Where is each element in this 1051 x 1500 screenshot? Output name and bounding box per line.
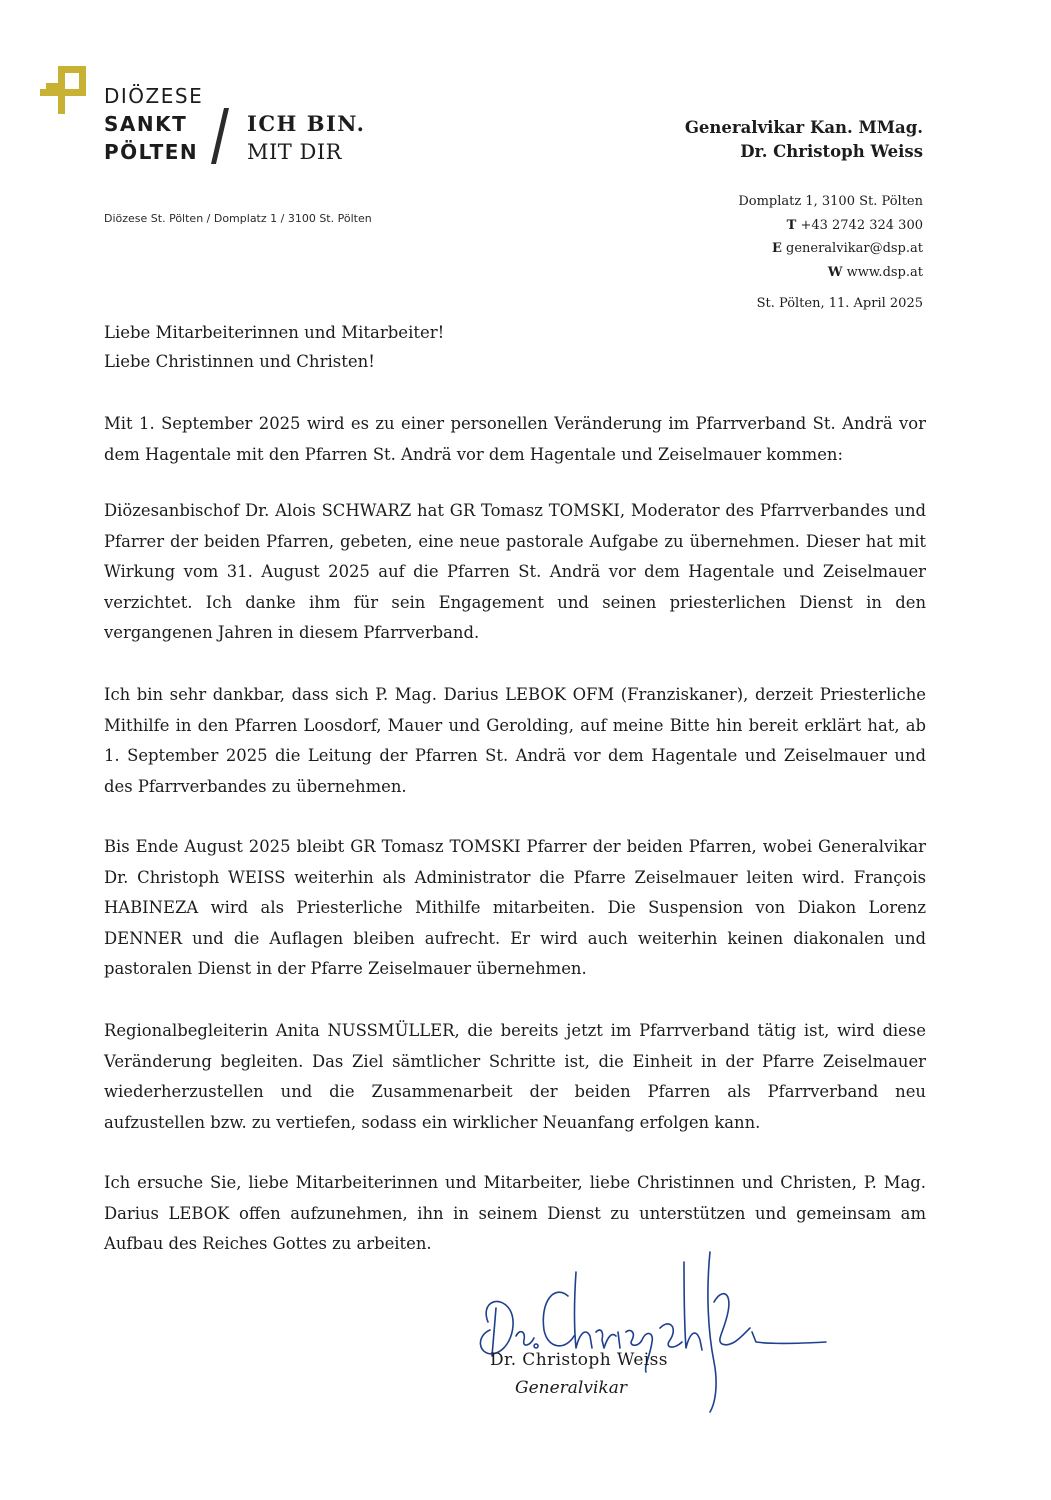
contact-phone-row: [738, 214, 923, 238]
body-paragraph-2: Diözesanbischof Dr. Alois SCHWARZ hat GR Tomasz TOMSKI, Moderator des Pfarrverbandes und Pfarrer der beiden Pfarren, gebeten, eine neue pastorale Aufgabe zu übernehmen. Dieser hat mit Wirkung vom 31. August 2025 auf die Pfarren St. Andrä vor dem Hagentale und Zeiselmauer verzichtet. Ich danke ihm für sein Engagement und seinen priesterlichen Dienst in den vergangenen Jahren in diesem Pfarrverband.: [104, 501, 926, 642]
diocese-tagline: [247, 110, 365, 166]
wordmark-line-2: SANKT: [104, 112, 188, 136]
wordmark-line-3: PÖLTEN: [104, 140, 199, 164]
body-paragraph-5: Regionalbegleiterin Anita NUSSMÜLLER, die bereits jetzt im Pfarrverband tätig ist, wird diese Veränderung begleiten. Das Ziel sämtlicher Schritte ist, die Einheit in der Pfarre Zeiselmauer wiederherzustellen und die Zusammenarbeit der beiden Pfarren als Pfarrverband neu aufzustellen bzw. zu vertiefen, sodass ein wirklicher Neuanfang erfolgen kann.: [104, 1021, 926, 1132]
handwritten-signature: [470, 1232, 850, 1432]
tagline-line-1: ICH BIN.: [247, 111, 366, 136]
contact-block: [738, 190, 923, 284]
phone-label: T: [786, 217, 797, 233]
wordmark-line-1: DIÖZESE: [104, 84, 204, 108]
signer-title: Generalvikar: [515, 1378, 627, 1398]
diocese-wordmark: [104, 82, 203, 166]
body-paragraph-3: Ich bin sehr dankbar, dass sich P. Mag. Darius LEBOK OFM (Franziskaner), derzeit Priesterliche Mithilfe in den Pfarren Loosdorf, Mauer und Gerolding, auf meine Bitte hin bereit erklärt hat, ab 1. September 2025 die Leitung der Pfarren St. Andrä vor dem Hagentale und Zeiselmauer und des Pfarrverbandes zu übernehmen.: [104, 685, 926, 796]
contact-email: generalvikar@dsp.at: [786, 241, 923, 256]
salutation-line-1: Liebe Mitarbeiterinnen und Mitarbeiter!: [104, 323, 445, 342]
contact-web-row: [738, 261, 923, 285]
contact-phone: +43 2742 324 300: [800, 217, 923, 233]
salutation: [104, 318, 444, 376]
sender-title: Generalvikar Kan. MMag.: [684, 118, 923, 137]
logo-slash-icon: [210, 108, 230, 164]
tagline-line-2: MIT DIR: [247, 140, 342, 164]
letter-date: St. Pölten, 11. April 2025: [756, 296, 923, 311]
contact-email-row: [738, 237, 923, 261]
body-paragraph-1: Mit 1. September 2025 wird es zu einer personellen Veränderung im Pfarrverband St. Andrä vor dem Hagentale mit den Pfarren St. Andrä vor dem Hagentale und Zeiselmauer kommen:: [104, 414, 926, 464]
contact-web: www.dsp.at: [846, 264, 923, 280]
body-paragraph-4: Bis Ende August 2025 bleibt GR Tomasz TOMSKI Pfarrer der beiden Pfarren, wobei Generalvikar Dr. Christoph WEISS weiterhin als Administrator die Pfarre Zeiselmauer leiten wird. François HABINEZA wird als Priesterliche Mithilfe mitarbeiten. Die Suspension von Diakon Lorenz DENNER und die Auflagen bleiben aufrecht. Er wird auch weiterhin keinen diakonalen und pastoralen Dienst in der Pfarre Zeiselmauer übernehmen.: [104, 837, 926, 978]
salutation-line-2: Liebe Christinnen und Christen!: [104, 352, 375, 371]
sender-name: Dr. Christoph Weiss: [740, 142, 923, 161]
return-address: Diözese St. Pölten / Domplatz 1 / 3100 St. Pölten: [104, 212, 372, 225]
web-label: W: [827, 264, 843, 280]
body-paragraph-6: Ich ersuche Sie, liebe Mitarbeiterinnen und Mitarbeiter, liebe Christinnen und Christen, P. Mag. Darius LEBOK offen aufzunehmen, ihn in seinem Dienst zu unterstützen und gemeinsam am Aufbau des Reiches Gottes zu arbeiten.: [104, 1173, 926, 1253]
contact-address: Domplatz 1, 3100 St. Pölten: [738, 194, 923, 209]
sender-block: [685, 116, 923, 164]
email-label: E: [771, 241, 782, 256]
diocese-logo-icon: [38, 64, 90, 116]
signer-name: Dr. Christoph Weiss: [490, 1350, 668, 1370]
